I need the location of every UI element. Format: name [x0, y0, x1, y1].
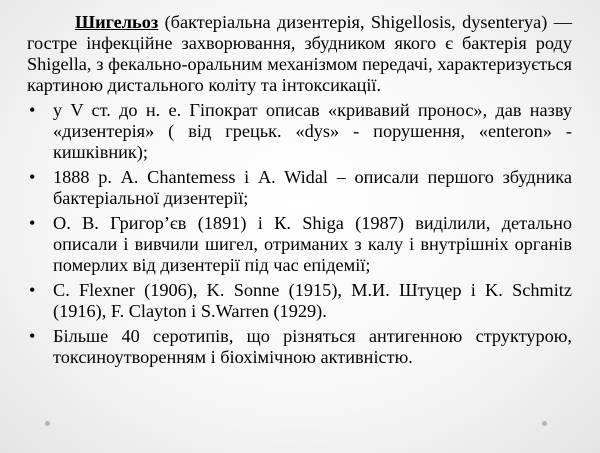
bullet-item [27, 280, 572, 322]
bullet-item [27, 100, 572, 163]
intro-paragraph [27, 12, 572, 96]
bullet-icon: • [29, 280, 36, 300]
intro-term: Шигельоз [75, 12, 159, 32]
bullet-icon: • [29, 213, 36, 233]
decorative-dot-icon [45, 421, 50, 426]
bullet-icon: • [29, 100, 36, 120]
bullet-text: у V ст. до н. е. Гіпократ описав «кривавий пронос», дав назву «дизентерія» ( від грецьк. «dys» - порушення, «enteron» - кишківник); [53, 100, 572, 162]
bullet-list [27, 100, 572, 368]
bullet-item [27, 213, 572, 276]
bullet-text: Більше 40 серотипів, що різняться антигенною структурою, токсиноутворенням і біохімічною активністю. [53, 326, 572, 367]
bullet-text: 1888 р. A. Chantemess і A. Widal – описали першого збудника бактеріальної дизентерії; [53, 167, 572, 208]
slide-content [27, 12, 572, 368]
bullet-icon: • [29, 326, 36, 346]
bullet-item [27, 167, 572, 209]
decorative-dot-icon [542, 421, 547, 426]
bullet-item [27, 326, 572, 368]
bullet-icon: • [29, 167, 36, 187]
bullet-text: С. Flexner (1906), K. Sonne (1915), М.И. Штуцер і K. Schmitz (1916), F. Clayton і S.Warren (1929). [53, 280, 572, 321]
intro-text: (бактеріальна дизентерія, Shigellosis, dysenterya) — гостре інфекційне захворювання, збудником якого є бактерія роду Shigella, з фекально-оральним механізмом передачі, характеризується картиною дистального коліту та інтоксикації. [27, 12, 572, 95]
bullet-text: О. В. Григор’єв (1891) і К. Shiga (1987) виділили, детально описали і вивчили шигел, отриманих з калу і внутрішніх органів померлих від дизентерії під час епідемії; [53, 213, 572, 275]
